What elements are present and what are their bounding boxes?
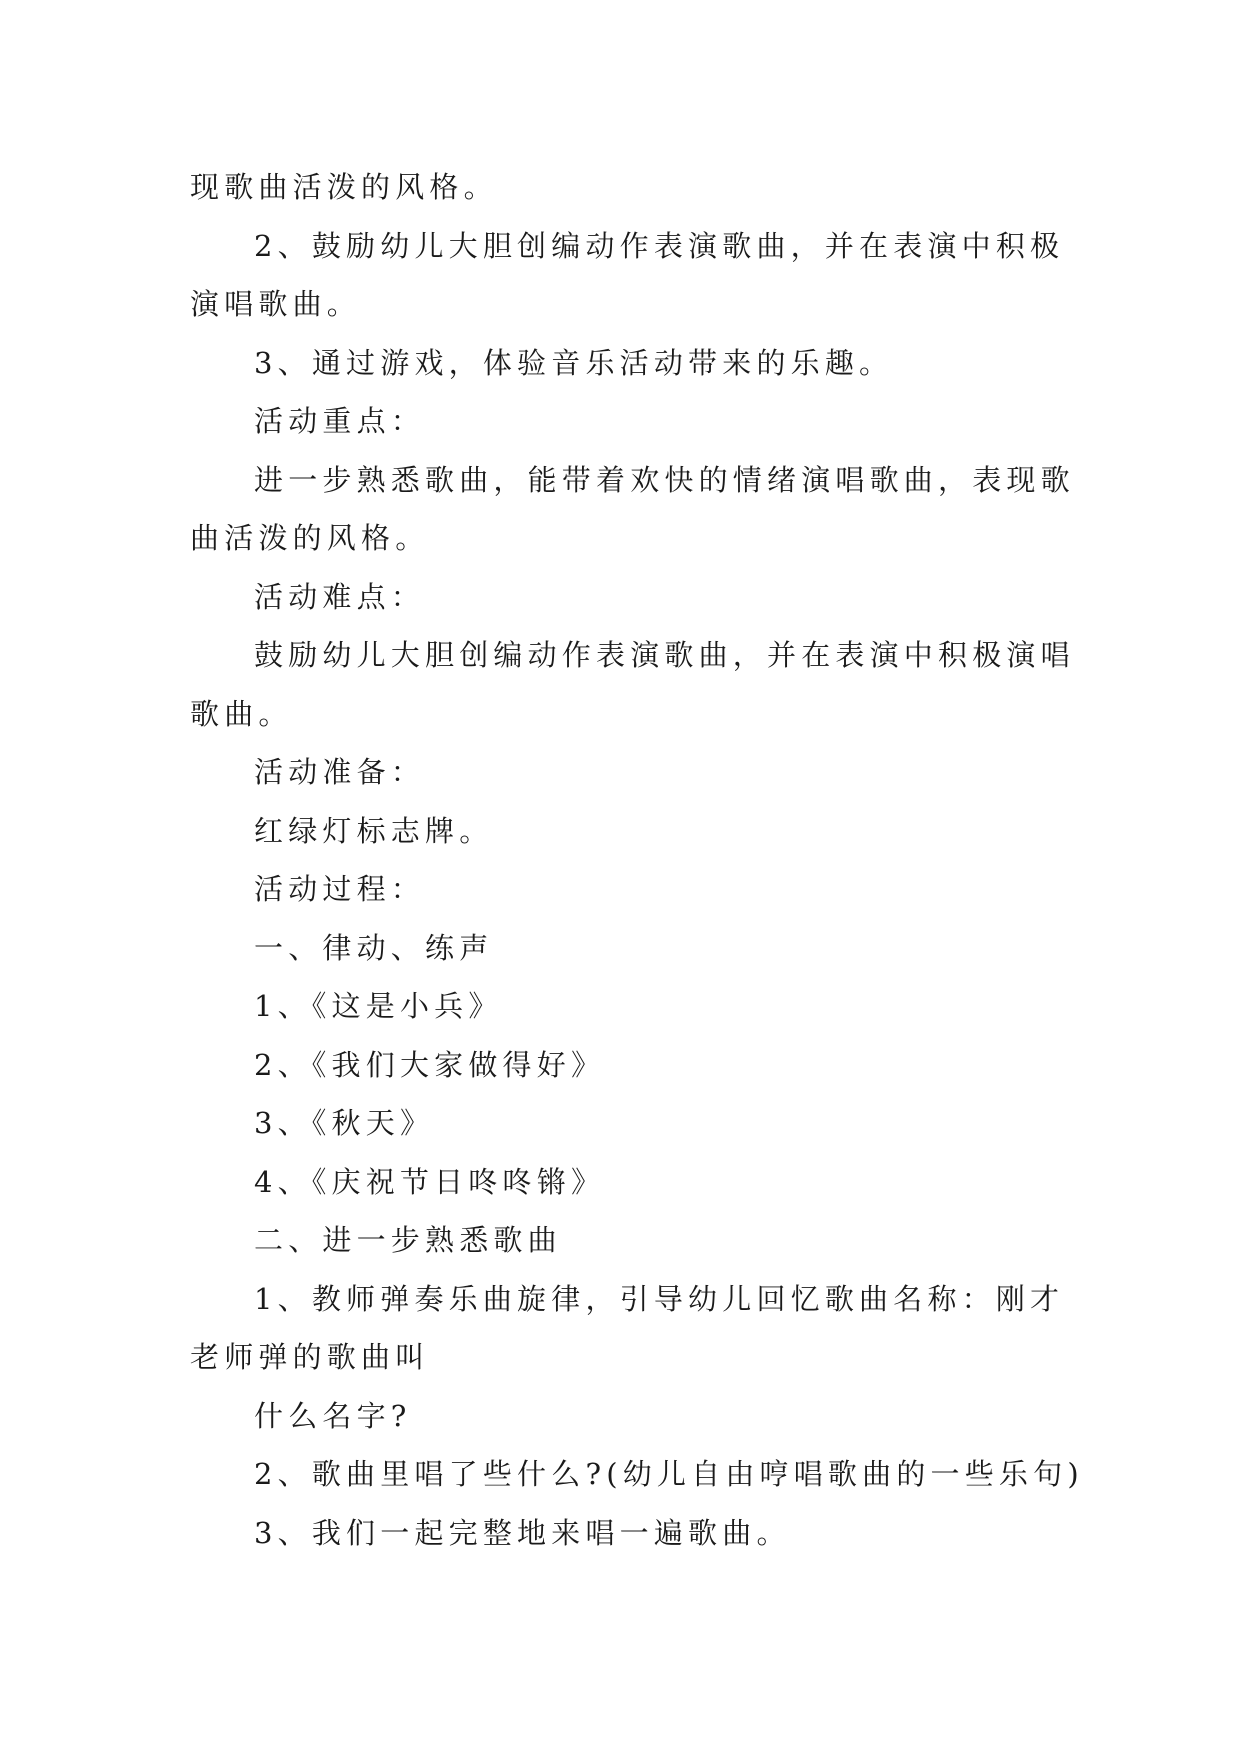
text-line: 现歌曲活泼的风格。: [190, 170, 498, 204]
text-line: 红绿灯标志牌。: [254, 813, 494, 848]
text-line: 曲活泼的风格。: [190, 521, 430, 555]
text-line: 二、进一步熟悉歌曲: [254, 1223, 562, 1257]
section-heading: 活动准备：: [254, 755, 426, 789]
section-heading: 活动重点：: [254, 404, 426, 438]
text-line: 什么名字?: [254, 1398, 412, 1433]
list-item: 3、《秋天》: [254, 1106, 435, 1140]
text-line: 歌曲。: [190, 696, 293, 731]
text-line: 一、律动、练声: [254, 930, 494, 965]
text-line: 进一步熟悉歌曲，能带着欢快的情绪演唱歌曲，表现歌: [254, 462, 1075, 497]
list-item: 1、教师弹奏乐曲旋律，引导幼儿回忆歌曲名称：刚才: [254, 1281, 1065, 1316]
list-item: 3、我们一起完整地来唱一遍歌曲。: [254, 1515, 791, 1550]
text-line: 演唱歌曲。: [190, 287, 362, 321]
section-heading: 活动过程：: [254, 872, 426, 906]
list-item: 2、歌曲里唱了些什么?(幼儿自由哼唱歌曲的一些乐句): [254, 1457, 1084, 1491]
list-item: 2、《我们大家做得好》: [254, 1047, 606, 1082]
list-item: 1、《这是小兵》: [254, 989, 503, 1023]
document-body: [190, 158, 1084, 1562]
text-line: 老师弹的歌曲叫: [190, 1340, 430, 1374]
text-line: 鼓励幼儿大胆创编动作表演歌曲，并在表演中积极演唱: [254, 638, 1075, 672]
section-heading: 活动难点：: [254, 579, 426, 614]
text-line: 2、鼓励幼儿大胆创编动作表演歌曲，并在表演中积极: [254, 228, 1065, 263]
list-item: 4、《庆祝节日咚咚锵》: [254, 1164, 606, 1199]
text-line: 3、通过游戏，体验音乐活动带来的乐趣。: [254, 345, 894, 380]
